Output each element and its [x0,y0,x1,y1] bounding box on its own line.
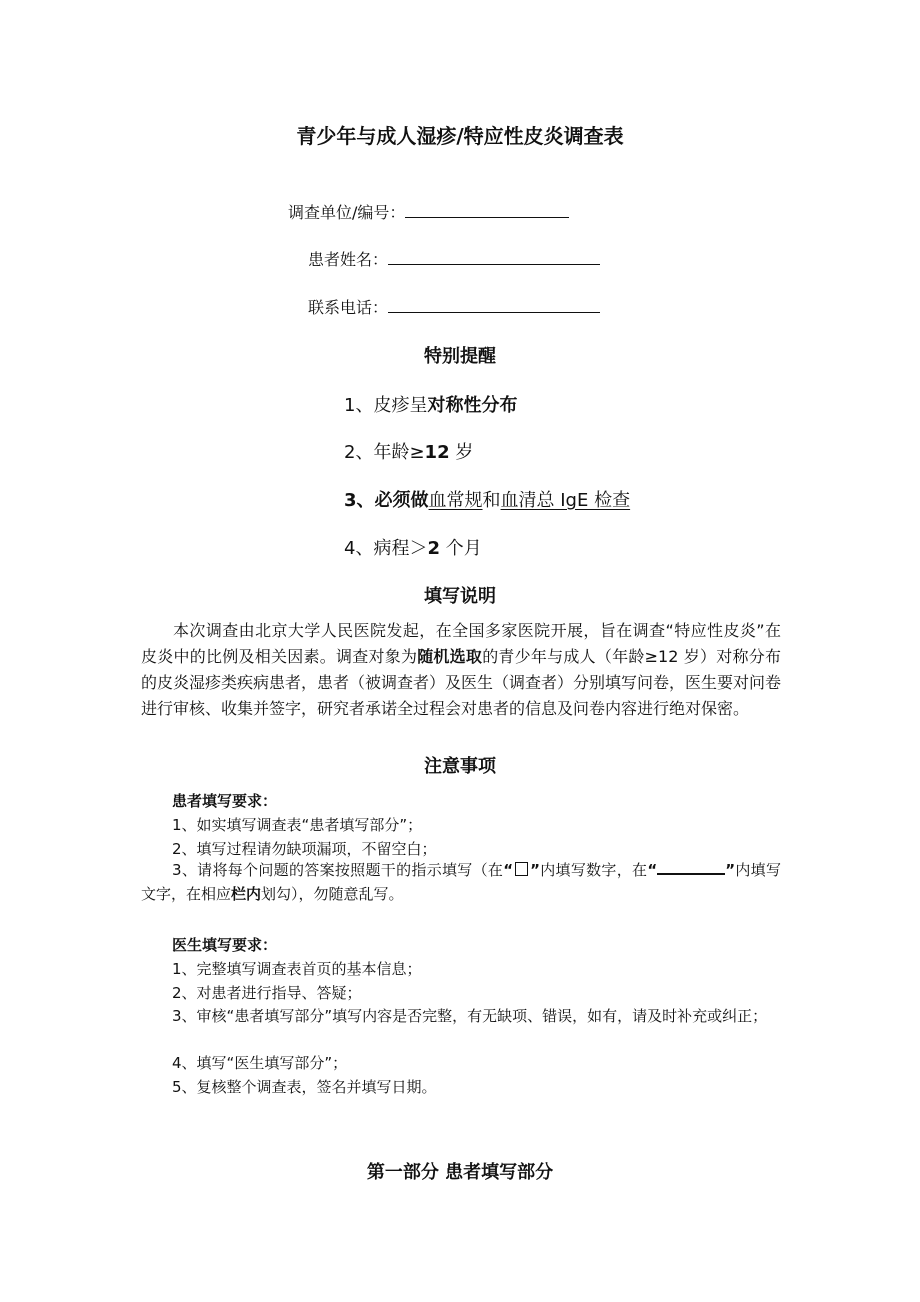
survey-unit-blank[interactable] [405,203,569,218]
instructions-heading: 填写说明 [424,586,496,607]
patient-name-blank[interactable] [388,250,600,265]
reminder-underlined: 血清总 IgE 检查 [500,490,631,511]
doctor-requirements-title: 医生填写要求： [172,936,278,954]
reminder-text: 和 [482,490,501,511]
reminder-bold: 12 [424,442,450,463]
quote-mark: “ [503,861,514,879]
phone-field [308,295,600,318]
patient-requirements-title: 患者填写要求： [172,792,278,810]
quote-mark: ” [725,861,736,879]
reminder-bold: 3、必须做 [344,490,429,511]
survey-unit-field [288,200,569,223]
instructions-bold: 随机选取 [417,647,483,666]
doctor-requirement-1: 1、完整填写调查表首页的基本信息； [172,960,422,978]
requirement-bold: 栏内 [231,885,262,903]
reminder-text: 2、年龄≥ [344,442,425,463]
survey-unit-label: 调查单位/编号： [288,203,406,222]
reminder-item-4 [344,534,482,560]
reminder-heading: 特别提醒 [424,346,496,367]
instructions-text: 本次调查由北京大学人民医院发起，在全国多家医院开展，旨在调查“特应性皮炎”在皮炎中的比例及相关因素。调查对象为 [141,621,781,666]
quote-mark: ” [530,861,540,879]
reminder-item-3 [344,486,630,512]
checkbox-square-icon [515,862,528,876]
text-blank-line [657,861,725,875]
patient-name-field [308,247,600,270]
reminder-text: 4、病程＞ [344,538,428,559]
doctor-requirement-2: 2、对患者进行指导、答疑； [172,984,362,1002]
instructions-paragraph [141,618,781,722]
instructions-text: 的青少年与成人（年龄≥12 岁）对称分布的皮炎湿疹类疾病患者，患者（被调查者）及医生（调查者）分别填写问卷，医生要对问卷进行审核、收集并签字，研究者承诺全过程会对患者的信息及问卷内容进行绝对保密。 [141,647,782,718]
phone-label: 联系电话： [308,298,389,317]
reminder-bold: 对称性分布 [427,395,518,416]
part-one-title: 第一部分 患者填写部分 [366,1162,554,1183]
patient-name-label: 患者姓名： [308,250,389,269]
requirement-text: 划勾），勿随意乱写。 [261,885,404,903]
patient-requirement-1: 1、如实填写调查表“患者填写部分”； [172,816,423,834]
requirement-text: 3、请将每个问题的答案按照题干的指示填写（在 [172,861,504,879]
reminder-text: 岁 [455,442,474,463]
reminder-item-1 [344,391,517,417]
reminder-text: 个月 [445,538,482,559]
doctor-requirement-3: 3、审核“患者填写部分”填写内容是否完整，有无缺项、错误，如有，请及时补充或纠正； [172,1007,768,1025]
reminder-bold: 2 [427,538,440,559]
document-title: 青少年与成人湿疹/特应性皮炎调查表 [296,124,624,148]
requirement-text: 内填写数字，在 [539,861,648,879]
reminder-text: 1、皮疹呈 [344,395,428,416]
doctor-requirement-4: 4、填写“医生填写部分”； [172,1054,348,1072]
patient-requirement-2: 2、填写过程请勿缺项漏项，不留空白； [172,840,437,858]
reminder-item-2 [344,438,473,464]
doctor-requirement-5: 5、复核整个调查表，签名并填写日期。 [172,1078,437,1096]
phone-blank[interactable] [388,298,600,313]
requirement-text: 内填写文字，在相应 [141,861,781,903]
reminder-underlined: 血常规 [428,490,483,511]
notes-heading: 注意事项 [424,756,496,777]
patient-requirement-3 [141,858,781,906]
quote-mark: “ [647,861,658,879]
